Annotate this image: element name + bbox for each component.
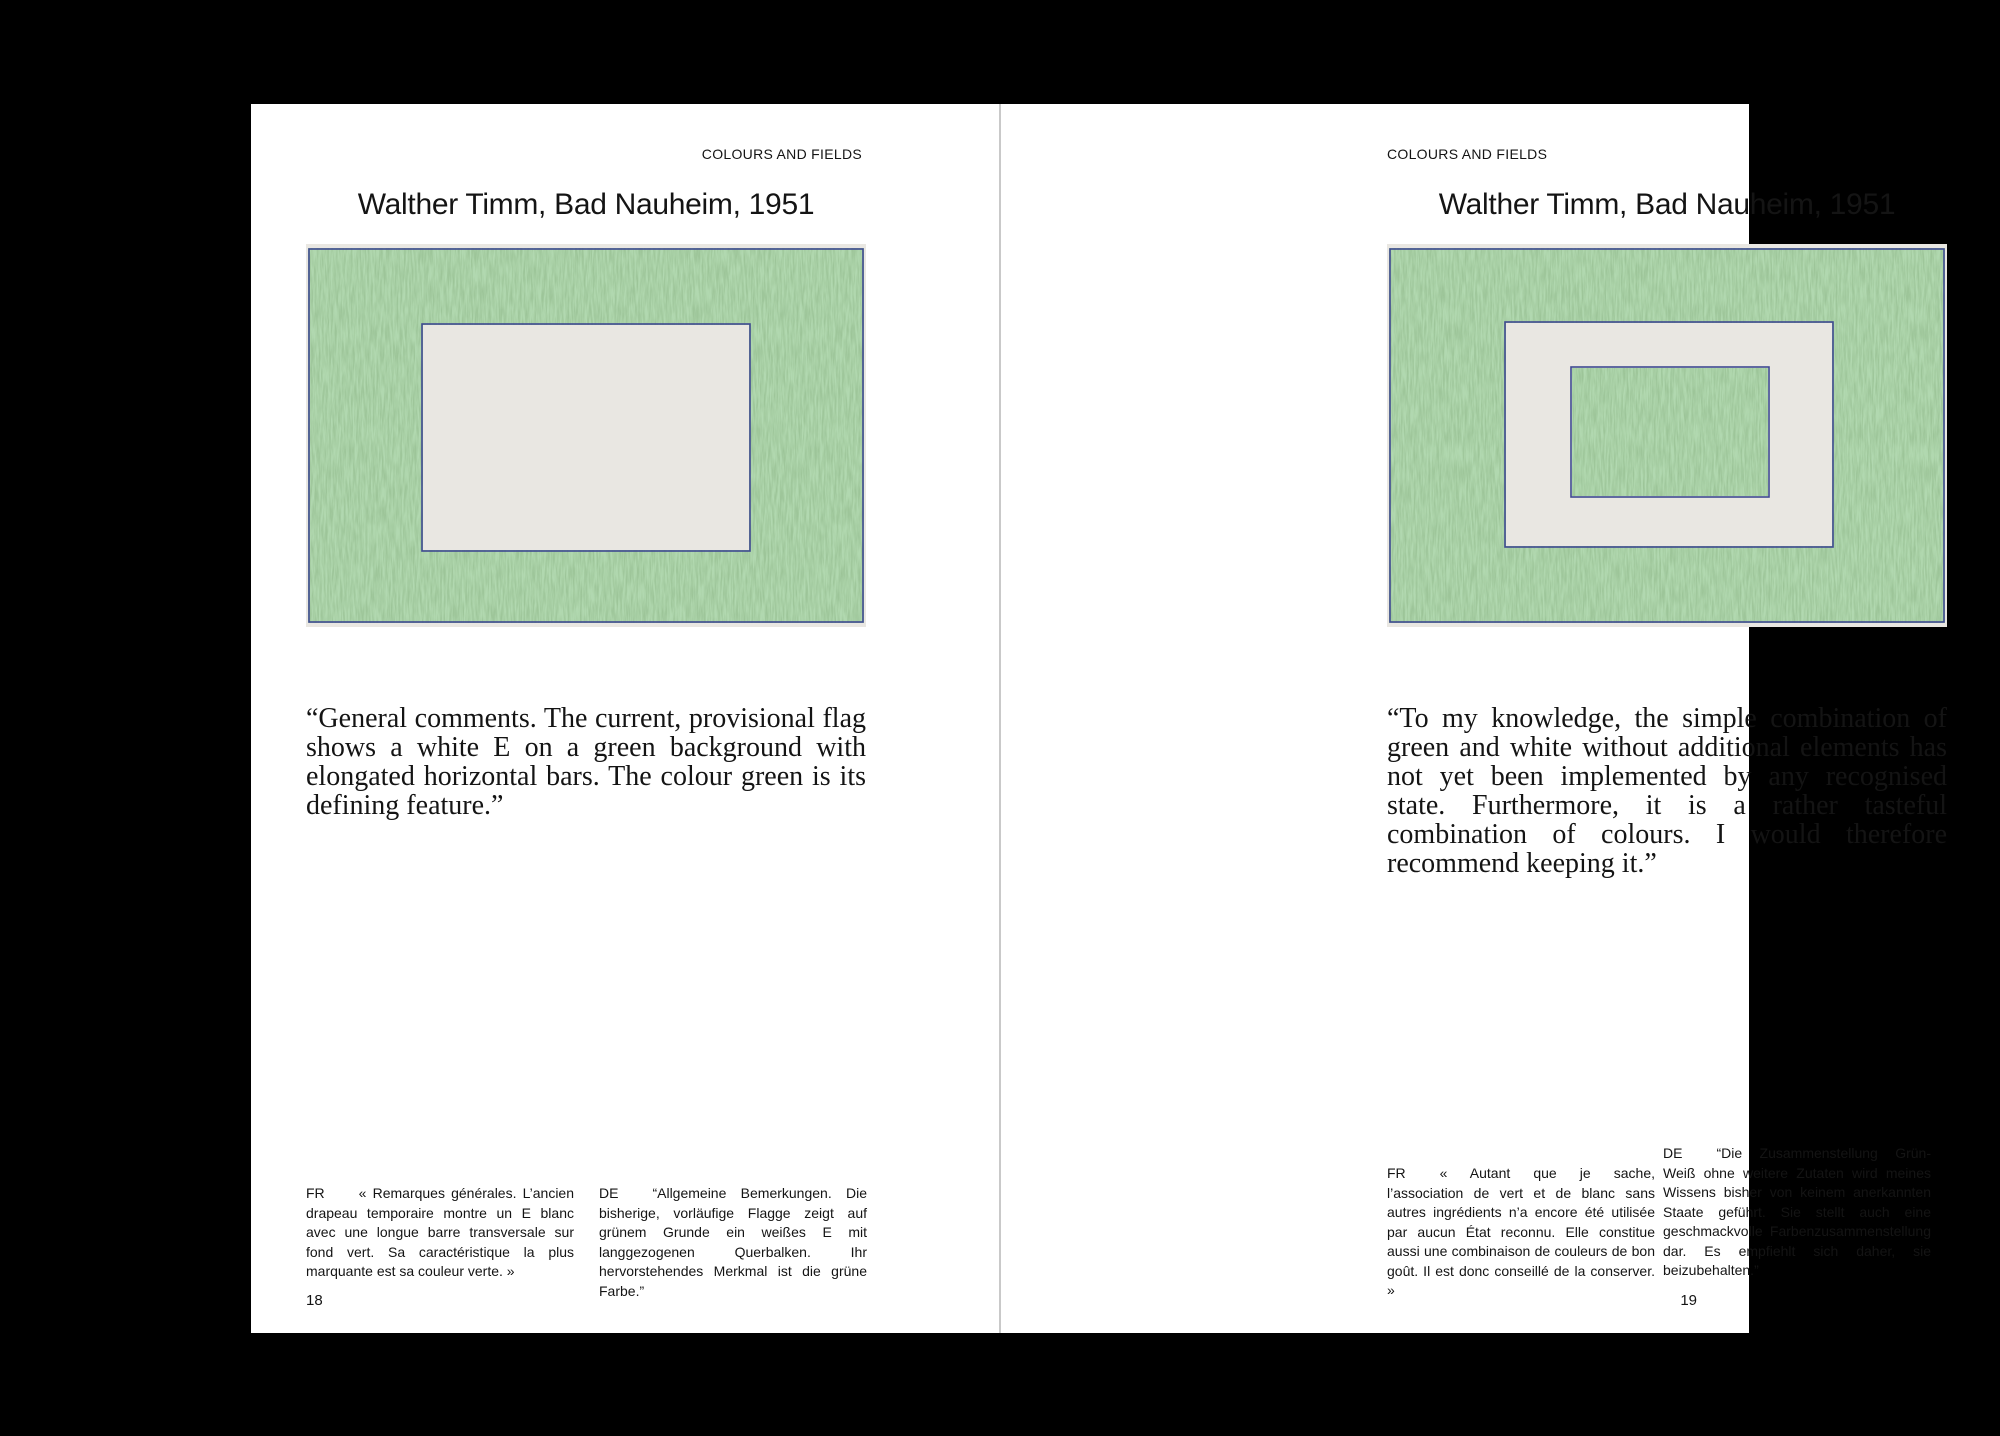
flag-sketch-green-center-icon bbox=[1387, 244, 1947, 627]
flag-sketch-green-border-icon bbox=[306, 244, 866, 627]
language-label-de: DE bbox=[599, 1185, 619, 1201]
running-head: COLOURS AND FIELDS bbox=[1387, 146, 1548, 162]
flag-sketch-image bbox=[1387, 244, 1947, 627]
german-text: “Die Zusammenstellung Grün-Weiß ohne weitere Zutaten wird meines Wissens bisher von keinem anerkannten Staate geführt. Sie stellt auch eine geschmackvolle Farbenzusammenstellung dar. Es empfiehlt sich daher, sie beizubehalten.” bbox=[1663, 1145, 1931, 1278]
running-head: COLOURS AND FIELDS bbox=[701, 146, 862, 162]
artwork-caption-title: Walther Timm, Bad Nauheim, 1951 bbox=[1438, 188, 1896, 221]
language-label-de: DE bbox=[1663, 1145, 1683, 1161]
main-quote: “To my knowledge, the simple combination of green and white without additional elements has not yet been implemented by any recognised state. Furthermore, it is a rather tasteful combination of colours. I would therefore recommend keeping it.” bbox=[1387, 703, 1947, 879]
book-spread bbox=[251, 104, 1947, 1333]
page-number: 18 bbox=[306, 1292, 323, 1309]
french-text: « Remarques générales. L’ancien drapeau temporaire montre un E blanc avec une longue barre transversale sur fond vert. Sa caractéristique la plus marquante est sa couleur verte. » bbox=[306, 1185, 574, 1279]
german-text: “Allgemeine Bemerkungen. Die bisherige, vorläufige Flagge zeigt auf grünem Grunde ein weißes E mit langgezogenen Querbalken. Ihr hervorstehendes Merkmal ist die grüne Farbe.” bbox=[599, 1185, 867, 1299]
flag-sketch-image bbox=[306, 244, 866, 627]
right-page bbox=[1001, 104, 1947, 1333]
language-label-fr: FR bbox=[306, 1185, 325, 1201]
german-original bbox=[1663, 1144, 1931, 1281]
german-original bbox=[599, 1184, 867, 1301]
french-translation bbox=[306, 1184, 574, 1282]
french-text: « Autant que je sache, l’association de vert et de blanc sans autres ingrédients n’a encore été utilisée par aucun État reconnu. Elle constitue aussi une combinaison de couleurs de bon goût. Il est donc conseillé de la conserver. » bbox=[1387, 1165, 1655, 1298]
french-translation bbox=[1387, 1164, 1655, 1301]
language-label-fr: FR bbox=[1387, 1165, 1406, 1181]
left-page bbox=[251, 104, 999, 1333]
page-number: 19 bbox=[1680, 1292, 1697, 1309]
main-quote: “General comments. The current, provisional flag shows a white E on a green background with elongated horizontal bars. The colour green is its defining feature.” bbox=[306, 703, 866, 821]
artwork-caption-title: Walther Timm, Bad Nauheim, 1951 bbox=[357, 188, 815, 221]
